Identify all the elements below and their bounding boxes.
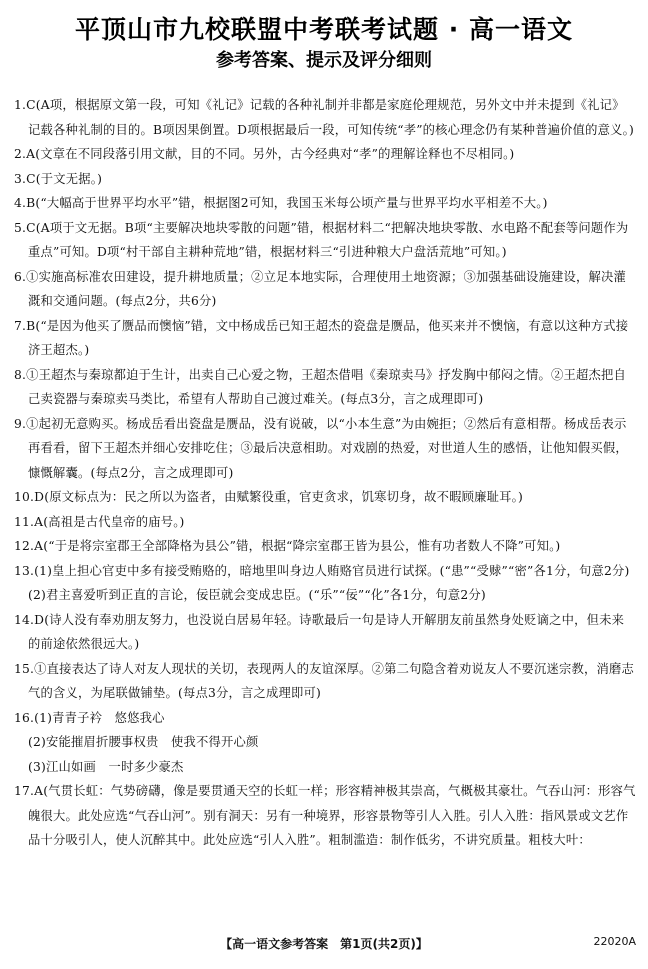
page-footer: 【高一语文参考答案 第1页(共2页)】 [220,937,428,951]
answer-2: 2.A(文章在不同段落引用文献，目的不同。另外，古今经典对“孝”的理解诠释也不尽相同。) [14,147,515,161]
answer-16-1: 16.(1)青青子衿 悠悠我心 [14,710,165,725]
answer-10: 10.D(原文标点为：民之所以为盗者，由赋繁役重，官吏贪求，饥寒切身，故不暇顾廉耻耳。) [14,490,523,504]
answer-6: 6.①实施高标准农田建设，提升耕地质量；②立足本地实际，合理使用土地资源；③加强基础设施建设，解决灌溉和交通问题。(每点2分，共6分) [14,269,626,308]
answer-3: 3.C(于文无据。) [14,171,103,186]
answer-12: 12.A(“于是将宗室郡王全部降格为县公”错，根据“降宗室郡王皆为县公，惟有功者数人不降”可知。) [14,539,561,553]
answer-15: 15.①直接表达了诗人对友人现状的关切，表现两人的友谊深厚。②第二句隐含着劝说友人不要沉迷宗教，消磨志气的含义，为尾联做铺垫。(每点3分，言之成理即可) [14,661,635,700]
answer-list [14,93,636,853]
answer-11: 11.A(高祖是古代皇帝的庙号。) [14,514,185,529]
answer-14: 14.D(诗人没有奉劝朋友努力，也没说白居易年轻。诗歌最后一句是诗人开解朋友前虽然身处贬谪之中，但未来的前途依然很远大。) [14,612,625,651]
page-title: 平顶山市九校联盟中考联考试题 · 高一语文 [75,15,573,44]
exam-code: 22020A [593,935,636,948]
answer-16-3: (3)江山如画 一时多少豪杰 [28,759,184,774]
page-subtitle: 参考答案、提示及评分细则 [216,50,432,71]
answer-9: 9.①起初无意购买。杨成岳看出瓷盘是赝品，没有说破，以“小本生意”为由婉拒；②然后有意相帮。杨成岳表示再看看，留下王超杰并细心安排吃住；③最后决意相助。对戏剧的热爱，对世道人生的感悟，让他知假买假，慷慨解囊。(每点2分，言之成理即可) [14,416,628,480]
answer-1: 1.C(A项，根据原文第一段，可知《礼记》记载的各种礼制并非都是家庭伦理规范，另外文中并未提到《礼记》记载各种礼制的目的。B项因果倒置。D项根据最后一段，可知传统“孝”的核心理念仍有某种普遍价值的意义。) [14,98,634,137]
answer-13-2: (2)君主喜爱听到正直的言论，佞臣就会变成忠臣。(“乐”“佞”“化”各1分，句意2分) [28,588,486,602]
answer-5: 5.C(A项于文无据。B项“主要解决地块零散的问题”错，根据材料二“把解决地块零散、水电路不配套等问题作为重点”可知。D项“村干部自主耕种荒地”错，根据材料三“引进种粮大户盘活荒地”可知。) [14,220,629,259]
answer-13-1: 13.(1)皇上担心官吏中多有接受贿赂的，暗地里叫身边人贿赂官员进行试探。(“患”“受赇”“密”各1分，句意2分) [14,563,630,578]
answer-4: 4.B(“大幅高于世界平均水平”错，根据图2可知，我国玉米每公顷产量与世界平均水平相差不大。) [14,196,548,210]
answer-7: 7.B(“是因为他买了赝品而懊恼”错，文中杨成岳已知王超杰的瓷盘是赝品，他买来并不懊恼，有意以这种方式接济王超杰。) [14,318,629,357]
answer-8: 8.①王超杰与秦琼都迫于生计，出卖自己心爱之物，王超杰借唱《秦琼卖马》抒发胸中郁闷之情。②王超杰把自己卖瓷器与秦琼卖马类比，希望有人帮助自己渡过难关。(每点3分，言之成理即可) [14,367,626,406]
answer-16-2: (2)安能摧眉折腰事权贵 使我不得开心颜 [28,735,259,749]
answer-17: 17.A(气贯长虹：气势磅礴，像是要贯通天空的长虹一样；形容精神极其崇高，气概极其豪壮。气吞山河：形容气魄很大。此处应选“气吞山河”。别有洞天：另有一种境界，形容景物等引人入胜。引人入胜：指风景或文艺作品十分吸引人，使人沉醉其中。此处应选“引人入胜”。粗制滥造：制作低劣，不讲究质量。粗枝大叶： [14,784,636,847]
